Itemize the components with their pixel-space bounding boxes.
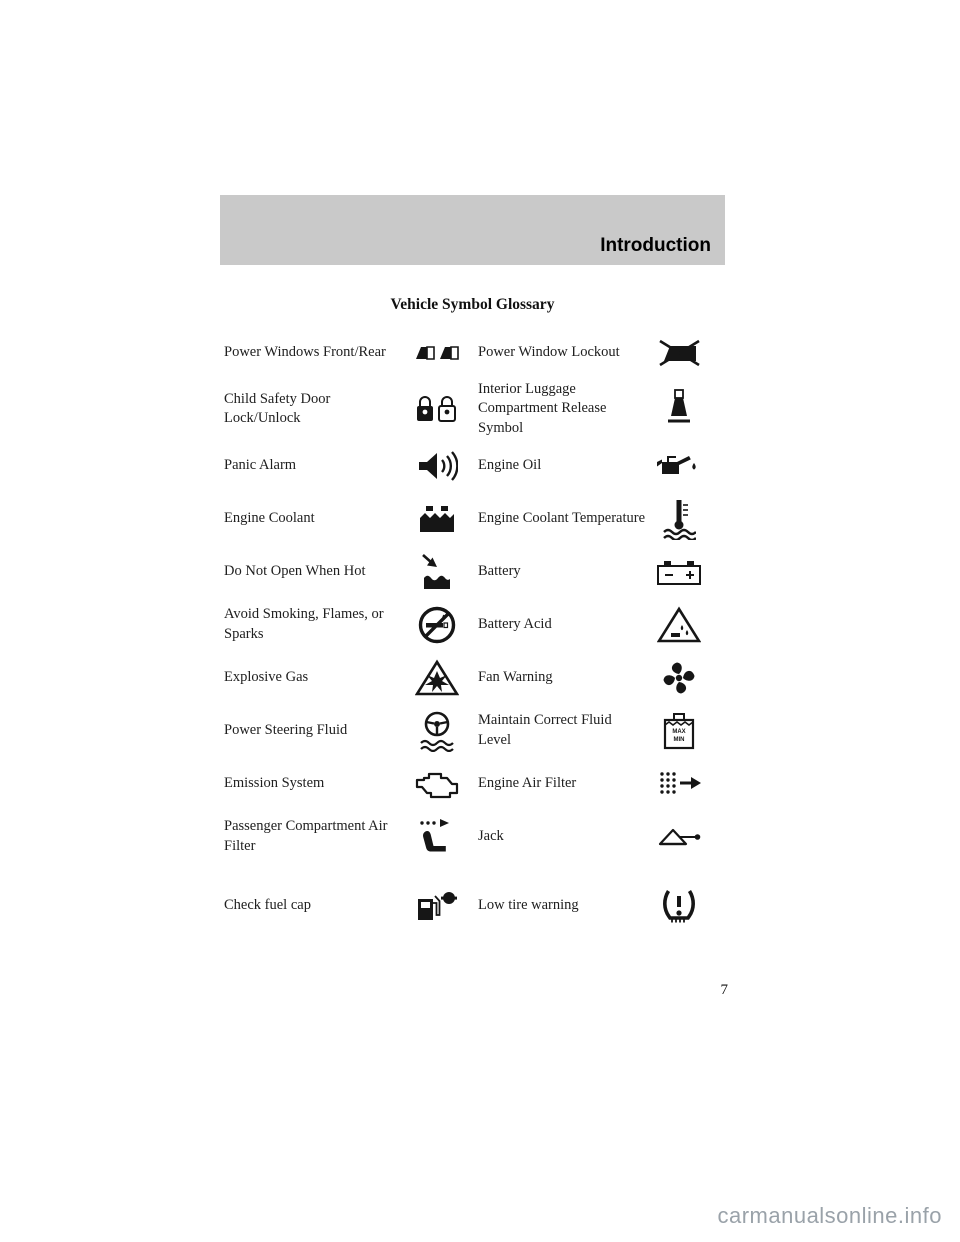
engine-coolant-icon: [418, 504, 456, 534]
glossary-row: [224, 704, 710, 757]
section-banner: [220, 195, 725, 265]
symbol-label: Passenger Compartment Air Filter: [224, 818, 388, 854]
avoid-smoking-icon: [417, 605, 457, 645]
interior-luggage-release-icon: [667, 388, 691, 430]
symbol-label: Jack: [478, 827, 504, 844]
section-title: Introduction: [600, 235, 711, 256]
symbol-label: Do Not Open When Hot: [224, 562, 366, 579]
glossary-row: [224, 326, 710, 379]
glossary-row: [224, 379, 710, 439]
symbol-label: Engine Coolant Temperature: [478, 509, 646, 526]
engine-oil-icon: [656, 453, 702, 479]
symbol-label: Interior Luggage Compartment Release Symbol: [478, 381, 607, 436]
battery-icon: [656, 558, 702, 586]
glossary-row: [224, 492, 710, 545]
explosive-gas-icon: [415, 659, 459, 697]
fluid-max-label: MAX: [672, 728, 686, 735]
passenger-compartment-air-filter-icon: [416, 818, 458, 856]
battery-acid-icon: [657, 606, 701, 644]
engine-coolant-temperature-icon: [662, 498, 696, 540]
symbol-label: Low tire warning: [478, 897, 579, 914]
engine-air-filter-icon: [656, 769, 702, 799]
panic-alarm-icon: [416, 450, 458, 482]
symbol-label: Child Safety Door Lock/Unlock: [224, 390, 331, 426]
symbol-label: Battery Acid: [478, 615, 552, 632]
symbol-label: Panic Alarm: [224, 456, 297, 473]
glossary-row: [224, 757, 710, 810]
power-window-lockout-icon: [656, 339, 702, 367]
symbol-label: Battery: [478, 562, 521, 579]
glossary-row: [224, 439, 710, 492]
symbol-label: Engine Air Filter: [478, 774, 577, 791]
symbol-label: Check fuel cap: [224, 897, 311, 914]
watermark: carmanualsonline.info: [717, 1203, 942, 1228]
glossary-title: Vehicle Symbol Glossary: [390, 296, 555, 313]
symbol-label: Engine Oil: [478, 456, 542, 473]
symbol-label: Maintain Correct Fluid Level: [478, 712, 612, 748]
glossary-row: [224, 545, 710, 598]
maintain-correct-fluid-level-icon: [662, 711, 696, 751]
glossary-row: [224, 863, 710, 939]
check-fuel-cap-icon: [414, 889, 460, 923]
symbol-label: Power Window Lockout: [478, 343, 620, 360]
symbol-label: Fan Warning: [478, 668, 553, 685]
low-tire-warning-icon: [659, 888, 699, 924]
glossary-row: [224, 598, 710, 651]
symbol-label: Explosive Gas: [224, 668, 309, 685]
symbol-label: Emission System: [224, 774, 325, 791]
jack-icon: [656, 825, 702, 849]
symbol-label: Engine Coolant: [224, 509, 315, 526]
page-number: 7: [720, 982, 728, 998]
fluid-min-label: MIN: [673, 736, 685, 743]
power-steering-fluid-icon: [417, 710, 457, 752]
do-not-open-when-hot-icon: [419, 552, 455, 592]
symbol-label: Power Windows Front/Rear: [224, 343, 386, 360]
symbol-label: Avoid Smoking, Flames, or Sparks: [224, 606, 384, 642]
emission-system-icon: [414, 768, 460, 800]
fan-warning-icon: [661, 660, 697, 696]
glossary-row: [224, 810, 710, 863]
glossary-row: [224, 651, 710, 704]
symbol-glossary-table: [224, 326, 710, 939]
symbol-label: Power Steering Fluid: [224, 721, 348, 738]
power-windows-front-rear-icon: [414, 343, 460, 363]
child-safety-door-lock-icon: [414, 394, 460, 424]
